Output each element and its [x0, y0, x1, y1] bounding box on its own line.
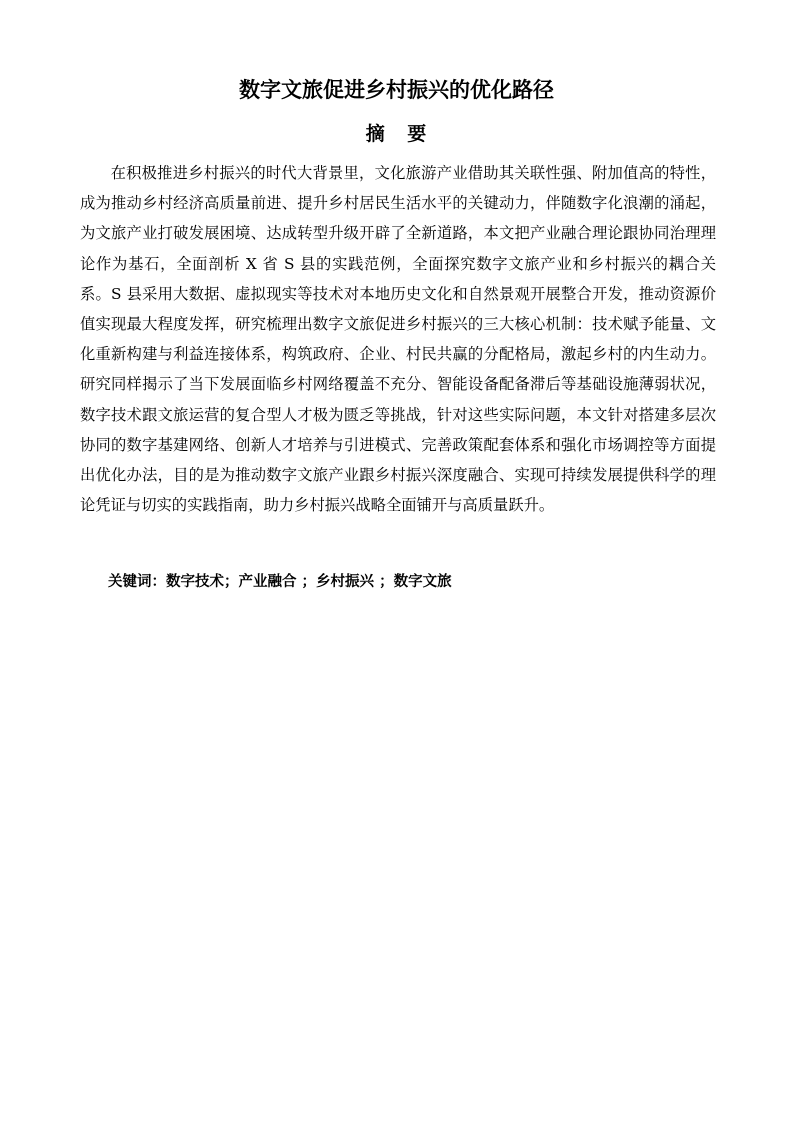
- document-title: 数字文旅促进乡村振兴的优化路径: [239, 78, 554, 102]
- abstract-heading: 摘 要: [365, 123, 428, 145]
- keywords-line: 关键词：数字技术；产业融合 ；乡村振兴 ；数字文旅: [108, 574, 452, 590]
- abstract-paragraph: 在积极推进乡村振兴的时代大背景里，文化旅游产业借助其关联性强、附加值高的特性，成为推动乡村经济高质量前进、提升乡村居民生活水平的关键动力，伴随数字化浪潮的涌起，为文旅产业打破发展困境、达成转型升级开辟了全新道路，本文把产业融合理论跟协同治理理论作为基石，全面剖析 X 省 S 县的实践范例，全面探究数字文旅产业和乡村振兴的耦合关系。S 县采用大数据、虚拟现实等技术对本地历史文化和自然景观开展整合开发，推动资源价值实现最大程度发挥，研究梳理出数字文旅促进乡村振兴的三大核心机制：技术赋予能量、文化重新构建与利益连接体系，构筑政府、企业、村民共赢的分配格局，激起乡村的内生动力。研究同样揭示了当下发展面临乡村网络覆盖不充分、智能设备配备滞后等基础设施薄弱状况，数字技术跟文旅运营的复合型人才极为匮乏等挑战，针对这些实际问题，本文针对搭建多层次协同的数字基建网络、创新人才培养与引进模式、完善政策配套体系和强化市场调控等方面提出优化办法，目的是为推动数字文旅产业跟乡村振兴深度融合、实现可持续发展提供科学的理论凭证与切实的实践指南，助力乡村振兴战略全面铺开与高质量跃升。: [80, 164, 716, 515]
